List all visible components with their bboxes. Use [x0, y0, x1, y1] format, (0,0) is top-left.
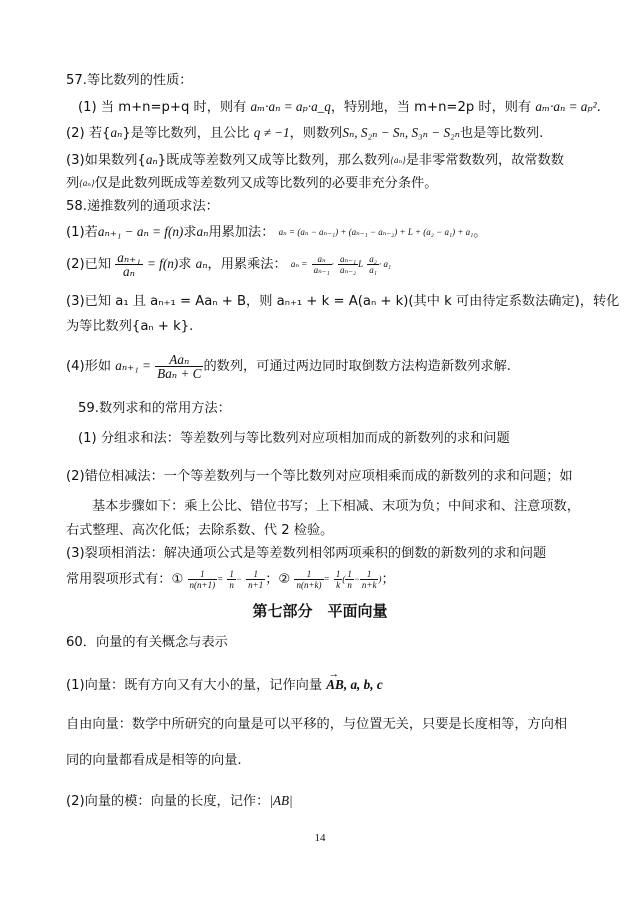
vector-modulus: |AB|	[269, 793, 293, 808]
item-57-title: 57.等比数列的性质：	[66, 73, 193, 88]
vector-ab: → AB	[326, 676, 344, 694]
item-58-2: (2)已知 $\frac{\text{aₙ₊₁}}{\text{aₙ}}$ = f(n)求 aₙ，用累乘法： aₙ = $\frac{\text{aₙ}}{\text{aₙ₋₁}}$ · $\frac{\text{aₙ₋₁}}{\text{aₙ₋₂}}$ L $\frac{\text{a₂}}{\text{a₁}}$ · a₁	[66, 249, 392, 279]
item-59-1: (1) 分组求和法：等差数列与等比数列对应项相加而成的新数列的求和问题	[78, 431, 510, 446]
item-58-4: (4)形如 aₙ₊₁ = $\frac{\text{Aaₙ}}{\text{Baₙ + C}}$ 的数列，可通过两边同时取倒数方法构造新数列求解.	[66, 351, 511, 381]
section-title: 第七部分 平面向量	[252, 602, 388, 620]
formula-58-1: aₙ₊₁ − aₙ = f(n)	[97, 224, 184, 239]
item-59-2b: 基本步骤如下：乘上公比、错位书写；上下相减、末项为负；中间求和、注意项数，	[92, 499, 580, 514]
page-number: 14	[314, 832, 326, 844]
item-57-1: (1) 当 m+n=p+q 时，则有 aₘ·aₙ = aₚ·a_q，特别地，当 m+n=2p 时，则有 aₘ·aₙ = aₚ².	[78, 99, 601, 115]
item-60-free-a: 自由向量：数学中所研究的向量是可以平移的，与位置无关，只要是长度相等，方向相	[66, 717, 568, 732]
item-57-2: (2) 若{aₙ}是等比数列，且公比 q ≠ −1，则数列Sₙ, S₂ₙ − Sₙ, S₃ₙ − S₂ₙ也是等比数列.	[66, 125, 544, 141]
item-58-title: 58.递推数列的通项求法：	[66, 199, 219, 214]
item-58-3b: 为等比数列{aₙ + k}.	[66, 319, 194, 334]
item-60-title: 60．向量的有关概念与表示	[66, 635, 228, 650]
formula-57-2-s: Sₙ, S₂ₙ − Sₙ, S₃ₙ − S₂ₙ	[342, 125, 460, 140]
formula-58-1-sum: aₙ = (aₙ − aₙ₋₁) + (aₙ₋₁ − aₙ₋₂) + L + (a₂ − a₁) + a₁	[278, 227, 474, 237]
item-60-free-b: 同的向量都看成是相等的向量.	[66, 753, 242, 768]
item-59-2: (2)错位相减法：一个等差数列与一个等比数列对应项相乘而成的新数列的求和问题；如	[66, 469, 573, 484]
item-57-3b: 列{aₙ}仅是此数列既成等差数列又成等比数列的必要非充分条件。	[66, 176, 438, 191]
fraction-58-2: $\frac{\text{aₙ₊₁}}{\text{aₙ}}$	[117, 249, 141, 279]
item-57-3a: (3)如果数列{aₙ}既成等差数列又成等比数列，那么数列{aₙ}是非零常数数列，故常数数	[66, 152, 564, 168]
formula-57-1b: aₘ·aₙ = aₚ²	[535, 99, 597, 114]
formula-57-2-q: q ≠ −1	[253, 125, 290, 140]
fraction-58-4: $\frac{\text{Aaₙ}}{\text{Baₙ + C}}$	[157, 351, 202, 381]
item-60-2: (2)向量的模：向量的长度，记作：|AB|	[66, 793, 293, 809]
item-59-2c: 右式整理、高次化低；去除系数、代 2 检验。	[66, 523, 334, 538]
item-58-1: (1)若aₙ₊₁ − aₙ = f(n)求aₙ用累加法： aₙ = (aₙ − aₙ₋₁) + (aₙ₋₁ − aₙ₋₂) + L + (a₂ − a₁) + a₁。	[66, 224, 487, 240]
item-59-3b: 常用裂项形式有：① $\frac{1}{n(n+1)}$ = $\frac{1}{n}$ − $\frac{1}{n+1}$ ；② $\frac{1}{n(n+k)}$ = $\frac{1}{k}$ ( $\frac{1}{n}$ − $\frac{1}{n+k}$ )；	[66, 568, 395, 590]
item-59-3: (3)裂项相消法：解决通项公式是等差数列相邻两项乘积的倒数的新数列的求和问题	[66, 546, 547, 561]
item-58-3a: (3)已知 a₁ 且 aₙ₊₁ = Aaₙ + B，则 aₙ₊₁ + k = A(aₙ + k)(其中 k 可由待定系数法确定)，转化	[66, 294, 620, 309]
formula-57-1: aₘ·aₙ = aₚ·a_q	[250, 99, 331, 114]
item-59-title: 59.数列求和的常用方法：	[78, 401, 231, 416]
item-60-1: (1)向量：既有方向又有大小的量，记作向量 → AB, a, b, c	[66, 676, 586, 695]
